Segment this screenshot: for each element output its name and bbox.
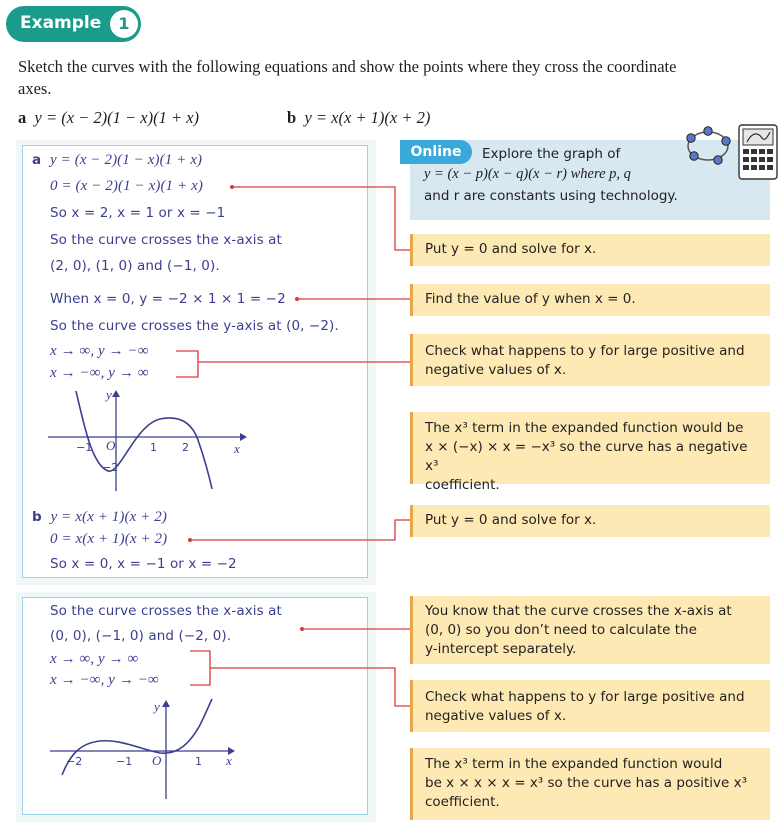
part-a-letter: a xyxy=(18,108,27,127)
instruction-text: Sketch the curves with the following equations and show the points where they cross the coordinate axes. xyxy=(18,57,677,98)
graph-a-tick-neg1: −1 xyxy=(76,441,93,454)
note-4-line2: x × (−x) × x = −x³ so the curve has a negative x³ xyxy=(425,439,748,474)
graph-a-y-label: y xyxy=(106,387,112,402)
note-1-text: Put y = 0 and solve for x. xyxy=(425,241,597,257)
part-a-equation: y = (x − 2)(1 − x)(1 + x) xyxy=(34,108,200,127)
note-5-text: Put y = 0 and solve for x. xyxy=(425,512,597,528)
sol-b-line6: x → ∞, y → ∞ xyxy=(50,651,139,667)
pointer-6 xyxy=(190,651,410,706)
sol-a-line8: x → ∞, y → −∞ xyxy=(50,343,149,359)
example-badge-number: 1 xyxy=(110,10,138,38)
sol-b-line3: So x = 0, x = −1 or x = −2 xyxy=(50,556,237,572)
graph-b-origin: O xyxy=(152,753,162,768)
sol-a-line2: 0 = (x − 2)(1 − x)(1 + x) xyxy=(50,178,203,194)
part-b-letter: b xyxy=(287,108,297,127)
sol-a-line5: (2, 0), (1, 0) and (−1, 0). xyxy=(50,258,220,274)
sol-b-line5: (0, 0), (−1, 0) and (−2, 0). xyxy=(50,628,232,644)
sol-a-line3: So x = 2, x = 1 or x = −1 xyxy=(50,205,226,221)
note-3-line1: Check what happens to y for large positive and xyxy=(425,343,745,359)
online-line1: Explore the graph of xyxy=(482,146,621,162)
note-8-line2: be x × x × x = x³ so the curve has a positive x³ xyxy=(425,775,748,791)
sol-b-line7: x → −∞, y → −∞ xyxy=(50,672,159,688)
graph-b-tick-neg1: −1 xyxy=(116,755,133,768)
pointer-5 xyxy=(300,627,410,631)
note-8-line1: The x³ term in the expanded function would xyxy=(425,756,723,772)
sol-b-eq: y = x(x + 1)(x + 2) xyxy=(50,509,167,525)
graph-a-x-label: x xyxy=(234,441,240,456)
online-line3: and r are constants using technology. xyxy=(424,188,678,204)
sol-a-letter: a xyxy=(32,152,42,168)
note-6-line1: You know that the curve crosses the x-axis at xyxy=(425,603,732,619)
pointer-4 xyxy=(188,520,410,542)
sol-b-line2: 0 = x(x + 1)(x + 2) xyxy=(50,531,168,547)
sol-a-line7: So the curve crosses the y-axis at (0, −2). xyxy=(50,318,339,334)
graph-a-tick-y: −2 xyxy=(102,461,119,474)
part-b-equation: y = x(x + 1)(x + 2) xyxy=(304,108,431,127)
graph-b-tick-1: 1 xyxy=(195,755,202,768)
pointer-2 xyxy=(295,297,410,301)
sol-b-letter: b xyxy=(32,509,42,525)
note-7-line2: negative values of x. xyxy=(425,708,567,724)
online-label: Online xyxy=(400,140,472,164)
graph-a-tick-2: 2 xyxy=(182,441,189,454)
graph-b-x-label: x xyxy=(226,753,232,768)
pointer-1 xyxy=(230,185,410,250)
graph-a-tick-1: 1 xyxy=(150,441,157,454)
pointer-3 xyxy=(176,351,410,377)
sol-b-line4: So the curve crosses the x-axis at xyxy=(50,603,282,619)
graph-a-origin: O xyxy=(106,438,116,453)
graph-b-tick-neg2: −2 xyxy=(66,755,83,768)
note-2-text: Find the value of y when x = 0. xyxy=(425,291,636,307)
sol-a-line6: When x = 0, y = −2 × 1 × 1 = −2 xyxy=(50,291,286,307)
note-4-line3: coefficient. xyxy=(425,477,500,493)
sol-a-line9: x → −∞, y → ∞ xyxy=(50,365,149,381)
sol-a-line4: So the curve crosses the x-axis at xyxy=(50,232,282,248)
note-7-line1: Check what happens to y for large positive and xyxy=(425,689,745,705)
sol-a-eq: y = (x − 2)(1 − x)(1 + x) xyxy=(50,152,203,168)
note-3-line2: negative values of x. xyxy=(425,362,567,378)
note-8-line3: coefficient. xyxy=(425,794,500,810)
online-line2: y = (x − p)(x − q)(x − r) where p, q xyxy=(424,166,631,182)
note-4-line1: The x³ term in the expanded function would be xyxy=(425,420,744,436)
example-badge-label: Example xyxy=(20,13,102,33)
note-6-line2: (0, 0) so you don’t need to calculate the xyxy=(425,622,697,638)
graph-b-y-label: y xyxy=(154,699,160,714)
note-6-line3: y-intercept separately. xyxy=(425,641,577,657)
